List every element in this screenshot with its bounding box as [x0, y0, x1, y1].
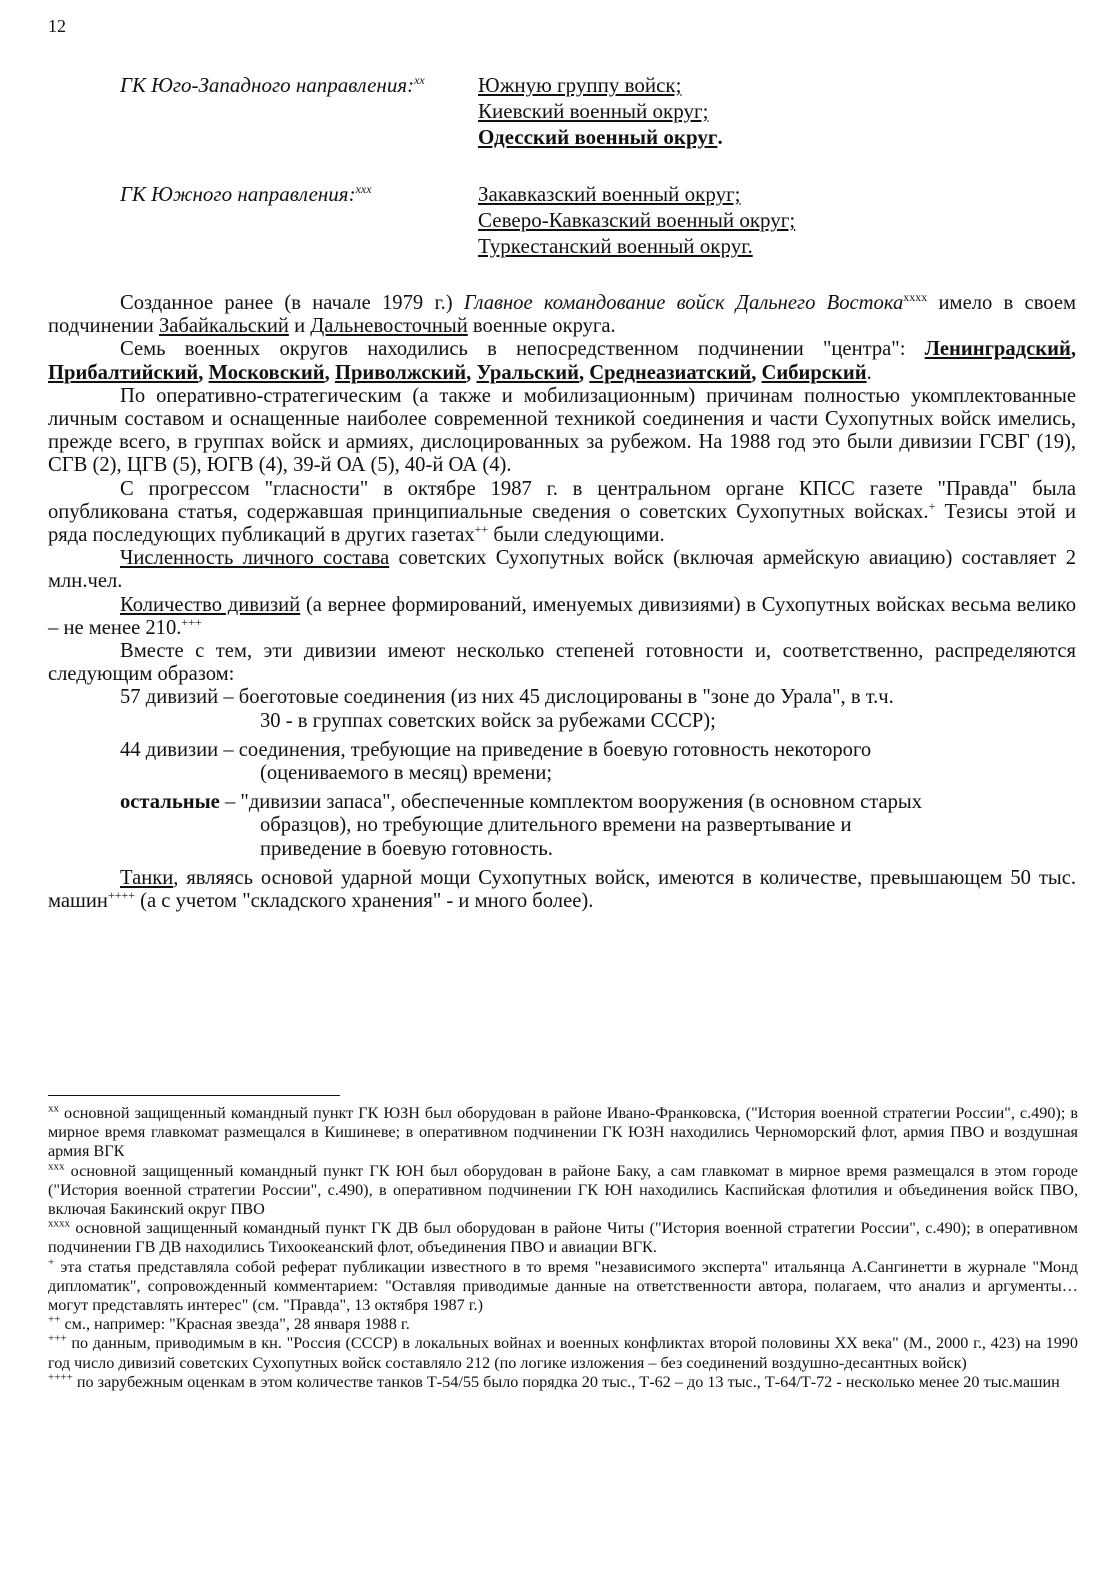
paragraph-central-districts: Семь военных округов находились в непосредственном подчинении "центра": Ленинградский, Прибалтийский, Московский, Приволжский, Уральский, Среднеазиатский, Сибирский.	[48, 338, 1076, 384]
command-item: Южную группу войск;	[478, 73, 682, 97]
footnote-mark: xx	[414, 73, 425, 87]
command-label: ГК Юго-Западного направления:$^{xx}$	[120, 73, 425, 97]
category-reserve: остальные – "дивизии запаса", обеспеченные комплектом вооружения (в основном старых образцов), но требующие длительного времени на развертывание и приведение в боевую готовность.	[120, 791, 923, 860]
paragraph-tanks: Танки, являясь основой ударной мощи Сухопутных войск, имеются в количестве, превышающем 50 тыс. машин++++ (а с учетом "складского хранения" - и много более).	[48, 866, 1076, 913]
page-number: 12	[48, 16, 66, 36]
footnote: $^{xxxx}$ основной защищенный командный пункт ГК ДВ был оборудован в районе Читы ("История военной стратегии России", с.490); в оперативном подчинении ГВ ДВ находились Тихоокеанский флот, объединения ПВО и авиации ВГК.	[48, 1217, 1078, 1257]
footnote: + эта статья представляла собой реферат публикации известного в то время "независимого эксперта" итальянца А.Сангинетти в журнале "Монд дипломатик", сопровожденный комментарием: "Оставляя приводимые данные на ответственности автора, полагаем, что анализ и аргументы… могут представлять интерес" (см. "Правда", 13 октября 1987 г.)	[48, 1256, 1078, 1315]
main-text	[48, 292, 1076, 913]
category-partial: 44 дивизии – соединения, требующие на приведение в боевую готовность некоторого (оцениваемого в месяц) времени;	[120, 738, 872, 785]
district-name: Прибалтийский	[48, 361, 199, 384]
district-name: Уральский	[476, 361, 579, 384]
paragraph-personnel: Численность личного состава советских Сухопутных войск (включая армейскую авиацию) составляет 2 млн.чел.	[48, 547, 1077, 593]
district-name: Среднеазиатский	[589, 361, 752, 384]
footnote-mark: ++++	[107, 888, 136, 903]
footnote-mark: +	[928, 498, 936, 513]
footnote-divider	[48, 1095, 340, 1096]
footnote: ++ см., например: "Красная звезда", 28 января 1988 г.	[48, 1313, 410, 1334]
command-item: Киевский военный округ;	[478, 99, 709, 123]
footnote: ++++ по зарубежным оценкам в этом количестве танков Т-54/55 было порядка 20 тыс., Т-62 – до 13 тыс., Т-64/Т-72 - несколько менее 20 тыс.машин	[48, 1371, 1060, 1391]
footnote-mark: xxxx	[903, 290, 928, 305]
command-item: Северо-Кавказский военный округ;	[478, 208, 796, 232]
footnote: $^{xxx}$ основной защищенный командный пункт ГК ЮН был оборудован в районе Баку, а сам главкомат в мирное время размещался в этом городе ("История военной стратегии России", с.490), в оперативном подчинении ГК ЮН находились Каспийская флотилия и объединения войск ПВО, включая Бакинский округ ПВО	[48, 1160, 1078, 1219]
footnote-mark: xxx	[355, 182, 372, 196]
command-label: ГК Южного направления:$^{xxx}$	[120, 182, 372, 206]
footnote: +++ по данным, приводимым в кн. "Россия (СССР) в локальных войнах и военных конфликтах второй половины XX века" (М., 2000 г., 423) на 1990 год число дивизий советских Сухопутных войск составляло 212 (по логике изложения – без соединений воздушно-десантных войск)	[48, 1333, 1078, 1372]
district-name: Сибирский	[761, 361, 867, 384]
paragraph-divisions: Количество дивизий (а вернее формирований, именуемых дивизиями) в Сухопутных войсках весьма велико – не менее 210.+++	[48, 593, 1076, 639]
command-item: Закавказский военный округ;	[478, 182, 741, 206]
footnotes	[48, 1104, 1078, 1392]
command-item: Одесский военный округ.	[478, 125, 723, 149]
district-name: Приволжский	[334, 361, 467, 384]
district-name: Ленинградский	[924, 338, 1071, 361]
district-name: Московский	[208, 361, 325, 384]
command-items	[478, 72, 723, 150]
paragraph-far-east: Созданное ранее (в начале 1979 г.) Главное командование войск Дальнего Востока$^{xxxx}$ имело в своем подчинении Забайкальский и Дальневосточный военные округа.	[48, 290, 1077, 338]
paragraph-pravda: С прогрессом "гласности" в октябре 1987 г. в центральном органе КПСС газете "Правда" была опубликована статья, содержавшая принципиальные сведения о советских Сухопутных войсках.+ Тезисы этой и ряда последующих публикаций в других газетах++ были следующими.	[48, 477, 1076, 547]
command-item: Туркестанский военный округ.	[478, 234, 753, 258]
category-ready: 57 дивизий – боеготовые соединения (из них 45 дислоцированы в "зоне до Урала", в т.ч. 30 - в группах советских войск за рубежами СССР);	[120, 686, 894, 732]
footnote-mark: +++	[181, 614, 202, 629]
command-items	[478, 181, 795, 259]
paragraph-groups-abroad: По оперативно-стратегическим (а также и мобилизационным) причинам полностью укомплектованные личным составом и оснащенные наиболее современной техникой соединения и части Сухопутных войск имелись, прежде всего, в группах войск и армиях, дислоцированных за рубежом. На 1988 год это были дивизии ГСВГ (19), СГВ (2), ЦГВ (5), ЮГВ (4), 39-й ОА (5), 40-й ОА (4).	[48, 384, 1076, 477]
footnote-mark: ++	[474, 522, 489, 537]
paragraph-readiness: Вместе с тем, эти дивизии имеют несколько степеней готовности и, соответственно, распределяются следующим образом:	[48, 640, 1076, 686]
footnote: $^{xx}$ основной защищенный командный пункт ГК ЮЗН был оборудован в районе Ивано-Франковска, ("История военной стратегии России", с.490); в мирное время главкомат размещался в Кишиневе; в оперативном подчинении ГК ЮЗН находились Черноморский флот, армия ПВО и воздушная армия ВГК	[48, 1102, 1078, 1161]
